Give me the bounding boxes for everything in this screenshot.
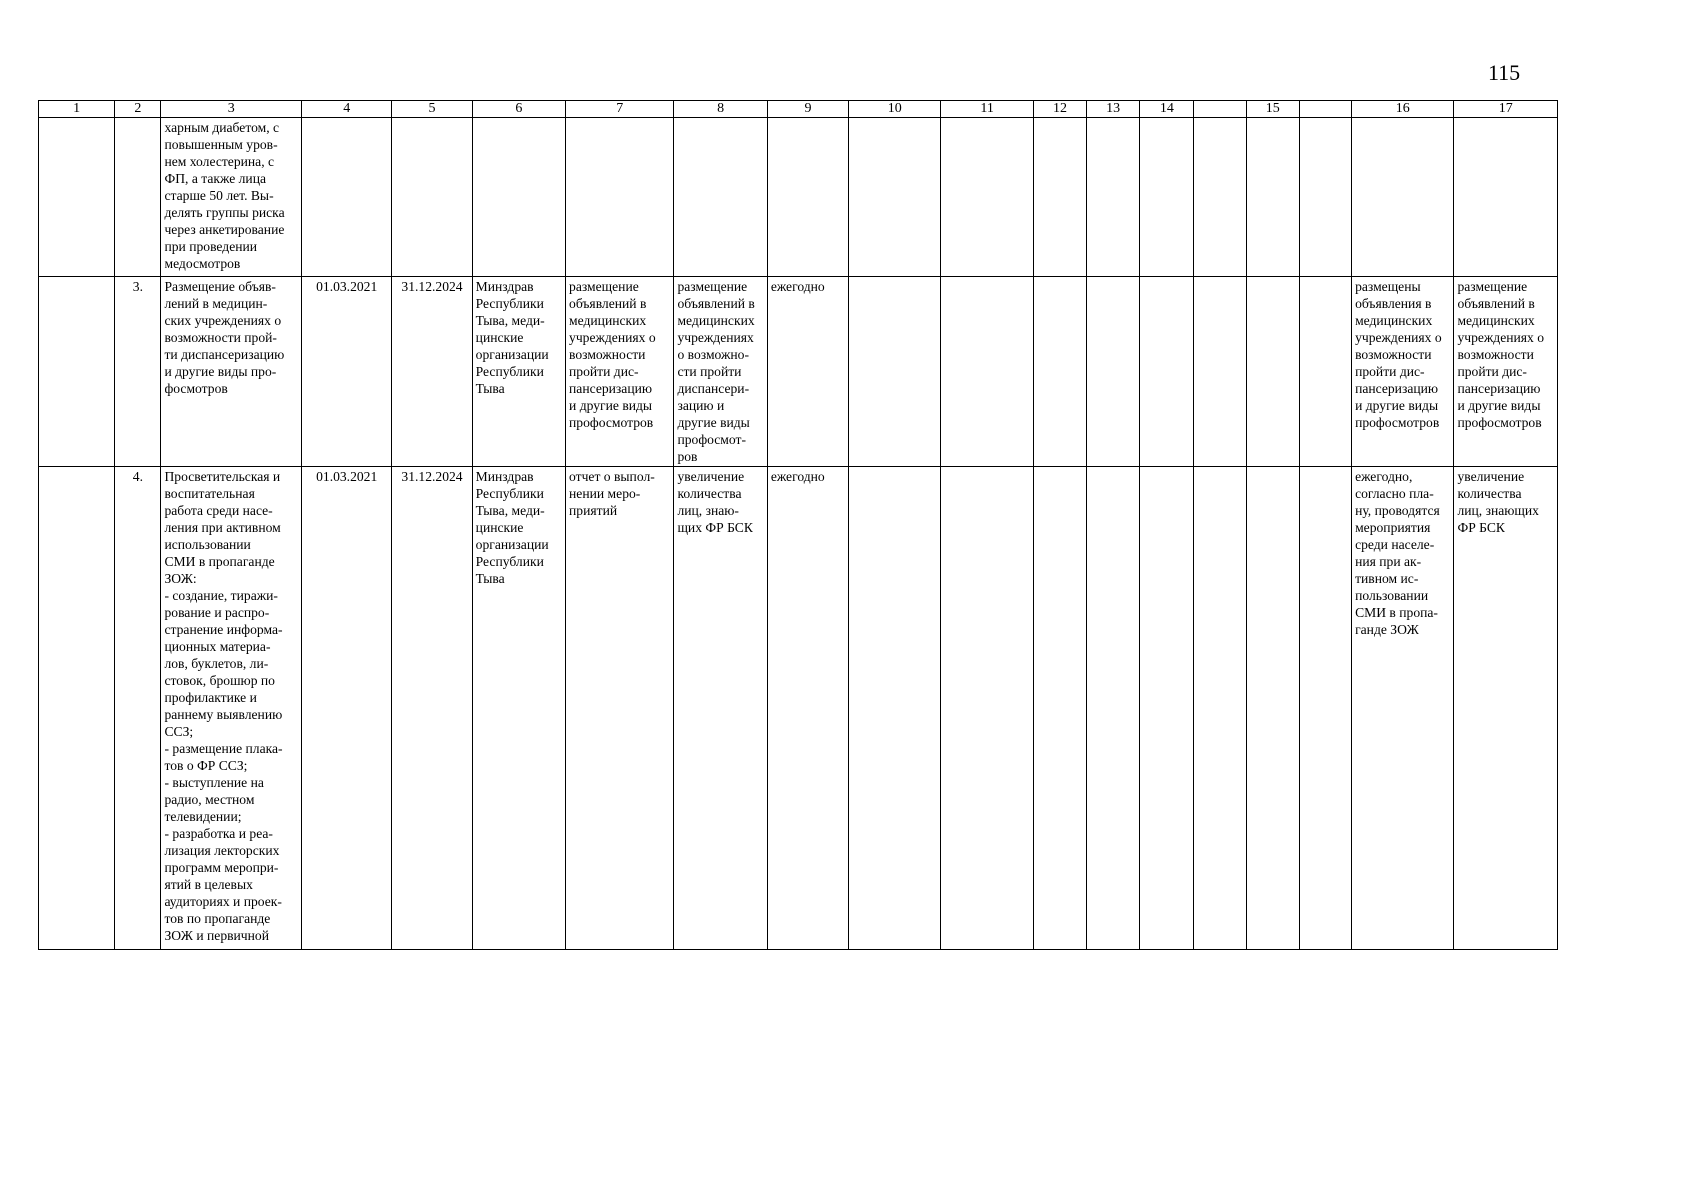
table-cell [941, 467, 1033, 950]
start-date-cell: 01.03.2021 [302, 277, 392, 467]
start-date-cell [302, 118, 392, 277]
column-header: 3 [161, 101, 302, 118]
responsible-cell: Минздрав Республики Тыва, меди- цинские организации Республики Тыва [472, 467, 565, 950]
end-date-cell [392, 118, 472, 277]
plan-table [38, 100, 1558, 950]
column-header: 10 [849, 101, 941, 118]
table-cell [1194, 277, 1246, 467]
table-cell [1087, 277, 1140, 467]
responsible-cell: Минздрав Республики Тыва, меди- цинские организации Республики Тыва [472, 277, 565, 467]
result-cell [566, 118, 674, 277]
table-cell [1140, 118, 1194, 277]
table-cell [1194, 467, 1246, 950]
table-cell [39, 118, 115, 277]
table-cell [849, 118, 941, 277]
table-cell [1246, 467, 1299, 950]
table-cell [1033, 277, 1086, 467]
column-header: 16 [1352, 101, 1454, 118]
table-cell [1140, 467, 1194, 950]
indicator-cell: увеличение количества лиц, знаю- щих ФР БСК [674, 467, 767, 950]
column-header: 2 [115, 101, 161, 118]
table-cell [1299, 277, 1351, 467]
table-cell [39, 277, 115, 467]
row-number-cell: 3. [115, 277, 161, 467]
status-cell: размещены объявления в медицинских учреждениях о возможности пройти дис- пансеризацию и другие виды профосмотров [1352, 277, 1454, 467]
measure-cell: Просветительская и воспитательная работа среди насе- ления при активном использовании СМИ в пропаганде ЗОЖ: - создание, тиражи- рование и распро- странение информа- ционных материа- лов, буклетов, ли- стовок, брошюр по профилактике и раннему выявлению ССЗ; - размещение плака- тов о ФР ССЗ; - выступление на радио, местном телевидении; - разработка и реа- лизация лекторских программ меропри- ятий в целевых аудиториях и проек- тов по пропаганде ЗОЖ и первичной [161, 467, 302, 950]
table-cell [39, 467, 115, 950]
status-cell [1352, 118, 1454, 277]
column-header: 8 [674, 101, 767, 118]
table-cell [1033, 118, 1086, 277]
result-cell: размещение объявлений в медицинских учреждениях о возможности пройти дис- пансеризацию и другие виды профосмотров [566, 277, 674, 467]
column-header: 17 [1454, 101, 1558, 118]
frequency-cell: ежегодно [767, 277, 848, 467]
measure-cell: Размещение объяв- лений в медицин- ских учреждениях о возможности прой- ти диспансеризацию и другие виды про- фосмотров [161, 277, 302, 467]
frequency-cell: ежегодно [767, 467, 848, 950]
indicator-cell [674, 118, 767, 277]
column-header [1194, 101, 1246, 118]
table-cell [941, 277, 1033, 467]
responsible-cell [472, 118, 565, 277]
end-date-cell: 31.12.2024 [392, 277, 472, 467]
table-cell [1299, 467, 1351, 950]
result-cell: отчет о выпол- нении меро- приятий [566, 467, 674, 950]
column-header: 12 [1033, 101, 1086, 118]
row-number-cell [115, 118, 161, 277]
page-number: 115 [1488, 60, 1521, 85]
indicator-cell: размещение объявлений в медицинских учреждениях о возможно- сти пройти диспансери- зацию и другие виды профосмот- ров [674, 277, 767, 467]
table-cell [1087, 118, 1140, 277]
table-row [39, 277, 1558, 467]
table-cell [1140, 277, 1194, 467]
column-header [1299, 101, 1351, 118]
table-cell [849, 277, 941, 467]
end-date-cell: 31.12.2024 [392, 467, 472, 950]
outcome-cell: увеличение количества лиц, знающих ФР БСК [1454, 467, 1558, 950]
outcome-cell: размещение объявлений в медицинских учреждениях о возможности пройти дис- пансеризацию и другие виды профосмотров [1454, 277, 1558, 467]
measure-cell: харным диабетом, с повышенным уров- нем холестерина, с ФП, а также лица старше 50 лет. Вы- делять группы риска через анкетирование при проведении медосмотров [161, 118, 302, 277]
row-number-cell: 4. [115, 467, 161, 950]
column-header: 1 [39, 101, 115, 118]
start-date-cell: 01.03.2021 [302, 467, 392, 950]
table-row [39, 467, 1558, 950]
outcome-cell [1454, 118, 1558, 277]
column-header: 9 [767, 101, 848, 118]
table-cell [1299, 118, 1351, 277]
column-header: 15 [1246, 101, 1299, 118]
table-cell [849, 467, 941, 950]
column-header: 7 [566, 101, 674, 118]
column-header: 14 [1140, 101, 1194, 118]
table-cell [1087, 467, 1140, 950]
table-cell [941, 118, 1033, 277]
table-cell [1033, 467, 1086, 950]
column-header: 6 [472, 101, 565, 118]
column-header: 11 [941, 101, 1033, 118]
column-number-row [39, 101, 1558, 118]
column-header: 5 [392, 101, 472, 118]
status-cell: ежегодно, согласно пла- ну, проводятся мероприятия среди населе- ния при ак- тивном ис- пользовании СМИ в пропа- ганде ЗОЖ [1352, 467, 1454, 950]
table-row [39, 118, 1558, 277]
table-cell [1246, 118, 1299, 277]
frequency-cell [767, 118, 848, 277]
column-header: 4 [302, 101, 392, 118]
table-cell [1246, 277, 1299, 467]
column-header: 13 [1087, 101, 1140, 118]
table-cell [1194, 118, 1246, 277]
